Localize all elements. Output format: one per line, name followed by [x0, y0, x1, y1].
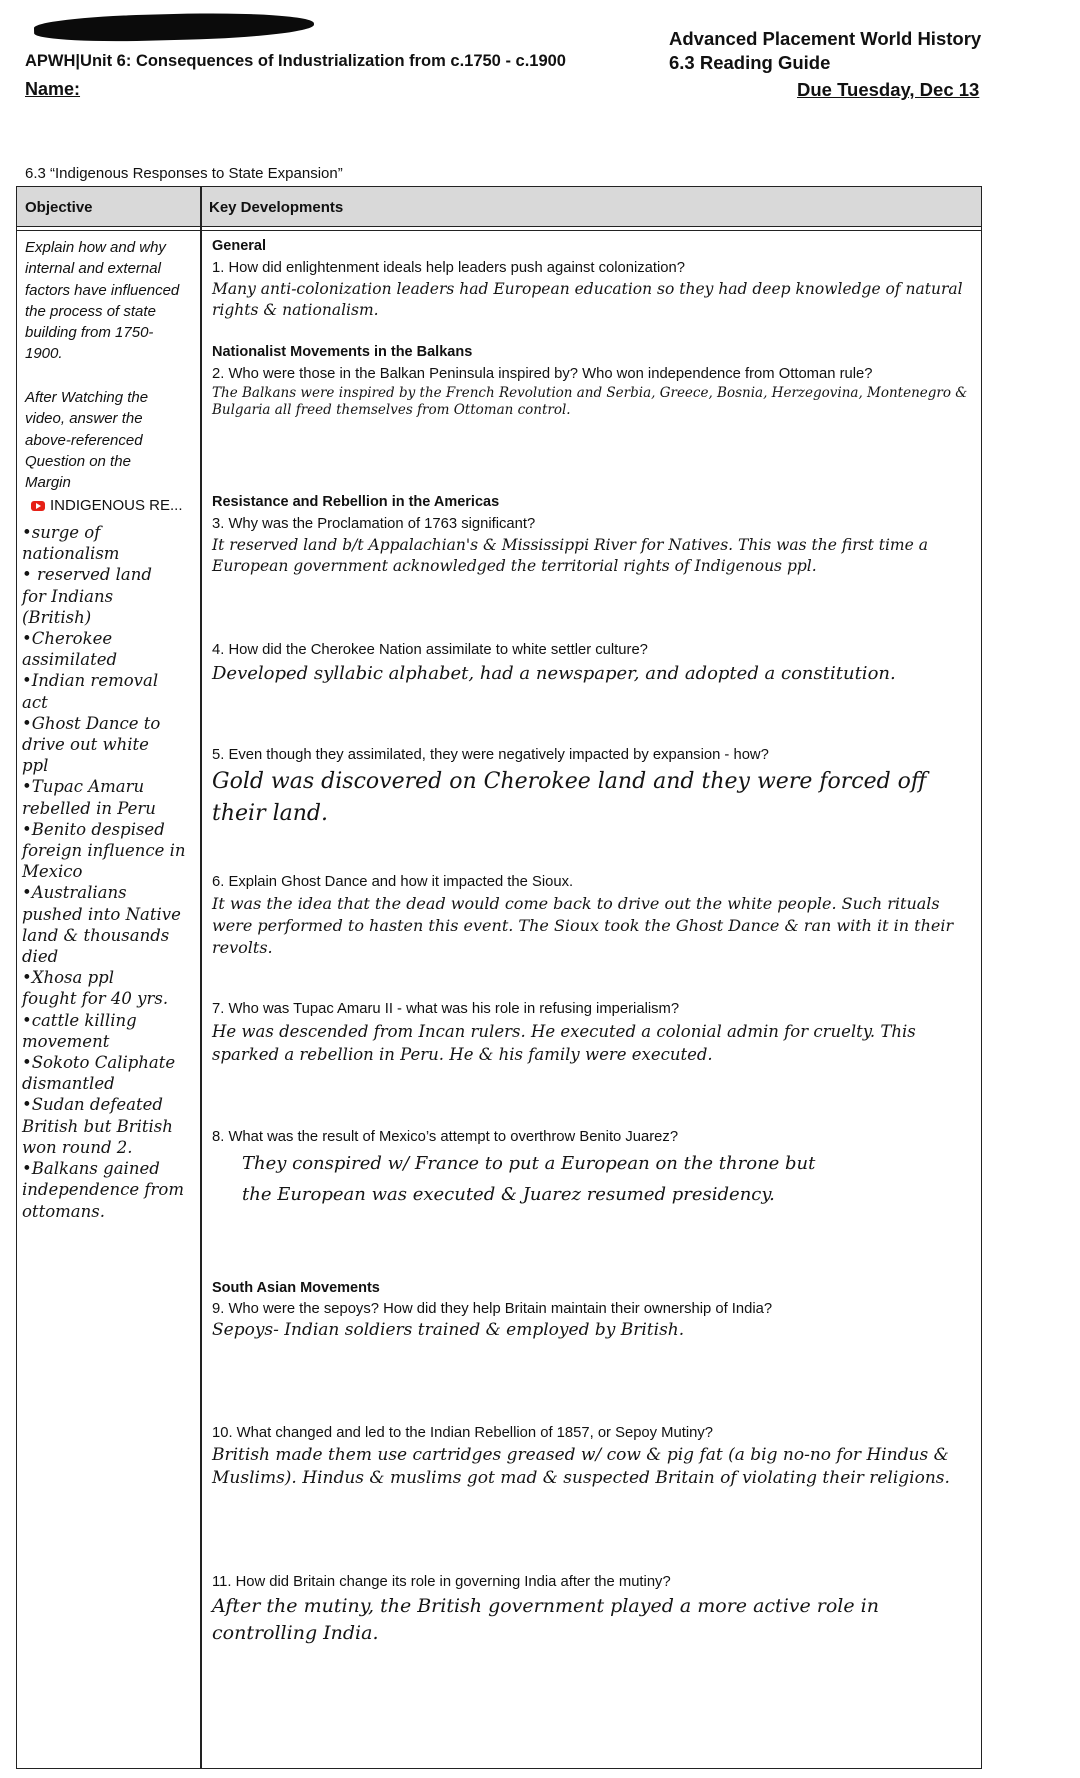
margin-note: •Benito despised foreign influence in Mexico [22, 819, 186, 882]
margin-note: •cattle killing movement [22, 1010, 137, 1051]
question-5 [212, 746, 972, 830]
question-text: 10. What changed and led to the Indian Rebellion of 1857, or Sepoy Mutiny? [212, 1425, 713, 1441]
margin-note: • reserved land for Indians (British) [22, 565, 152, 627]
section-balkans: Nationalist Movements in the Balkans [212, 344, 473, 360]
due-date: Due Tuesday, Dec 13 [797, 79, 980, 100]
video-label: INDIGENOUS RE... [50, 497, 183, 514]
redaction-mark [34, 10, 315, 43]
question-text: 6. Explain Ghost Dance and how it impacted the Sioux. [212, 874, 574, 890]
key-developments-column-header: Key Developments [209, 199, 344, 216]
video-instructions: After Watching the video, answer the above-referenced Question on the Margin [25, 389, 149, 492]
answer-text: They conspired w/ France to put a European on the throne but the European was executed & Juarez resumed presidency. [242, 1153, 816, 1205]
video-link[interactable] [31, 497, 183, 514]
question-6 [212, 873, 972, 959]
objective-text: Explain how and why internal and external factors have influenced the process of state building from 1750-1900. [25, 239, 180, 363]
question-text: 2. Who were those in the Balkan Peninsula inspired by? Who won independence from Ottoman rule? [212, 366, 873, 382]
margin-note: •Ghost Dance to drive out white ppl [22, 713, 161, 776]
margin-note: •Tupac Amaru rebelled in Peru [22, 777, 156, 818]
course-header [669, 27, 981, 75]
answer-text: Sepoys- Indian soldiers trained & employed by British. [212, 1320, 685, 1340]
question-10 [212, 1424, 972, 1490]
question-text: 3. Why was the Proclamation of 1763 significant? [212, 516, 536, 532]
answer-text: He was descended from Incan rulers. He executed a colonial admin for cruelty. This sparked a rebellion in Peru. He & his family were executed. [212, 1022, 916, 1064]
guide-title: 6.3 Reading Guide [669, 52, 831, 73]
question-1 [212, 259, 972, 321]
question-text: 8. What was the result of Mexico’s attempt to overthrow Benito Juarez? [212, 1129, 679, 1145]
margin-note: •Indian removal act [22, 671, 159, 712]
answer-text: Developed syllabic alphabet, had a newspaper, and adopted a constitution. [212, 663, 896, 684]
question-text: 7. Who was Tupac Amaru II - what was his role in refusing imperialism? [212, 1001, 680, 1017]
question-text: 5. Even though they assimilated, they were negatively impacted by expansion - how? [212, 747, 769, 763]
answer-text: It was the idea that the dead would come back to drive out the white people. Such rituals were performed to hasten this event. The Sioux took the Ghost Dance & ran with it in their revolts. [212, 894, 954, 957]
question-8 [212, 1128, 972, 1210]
section-general: General [212, 238, 266, 254]
answer-text: After the mutiny, the British government played a more active role in controlling India. [212, 1595, 879, 1644]
question-4 [212, 641, 972, 687]
answer-text: The Balkans were inspired by the French Revolution and Serbia, Greece, Bosnia, Herzegovina, Montenegro & Bulgaria all freed themselves from Ottoman control. [212, 385, 968, 418]
question-text: 4. How did the Cherokee Nation assimilate to white settler culture? [212, 642, 648, 658]
question-text: 1. How did enlightenment ideals help leaders push against colonization? [212, 260, 685, 276]
header-divider [17, 230, 981, 231]
unit-title: APWH|Unit 6: Consequences of Industrialization from c.1750 - c.1900 [25, 52, 566, 70]
section-americas: Resistance and Rebellion in the Americas [212, 494, 500, 510]
question-7 [212, 1000, 972, 1066]
answer-text: Many anti-colonization leaders had European education so they had deep knowledge of natural rights & nationalism. [212, 280, 963, 319]
question-11 [212, 1573, 972, 1647]
youtube-icon [31, 501, 45, 511]
margin-note: •Balkans gained independence from ottomans. [22, 1159, 184, 1221]
margin-note: •Australians pushed into Native land & thousands died [22, 883, 181, 967]
question-9 [212, 1300, 972, 1341]
answer-text: It reserved land b/t Appalachian's & Mississippi River for Natives. This was the first time a European government acknowledged the territorial rights of Indigenous ppl. [212, 536, 928, 575]
margin-notes [22, 522, 202, 1222]
section-title: 6.3 “Indigenous Responses to State Expansion” [25, 165, 343, 182]
objective-column-header: Objective [25, 199, 93, 216]
question-text: 11. How did Britain change its role in governing India after the mutiny? [212, 1574, 671, 1590]
margin-note: •Sokoto Caliphate dismantled [22, 1053, 176, 1094]
margin-note: •Cherokee assimilated [22, 629, 118, 670]
name-label: Name: [25, 79, 81, 99]
margin-note: •Sudan defeated British but British won round 2. [22, 1095, 173, 1157]
margin-note: •Xhosa ppl fought for 40 yrs. [22, 968, 169, 1009]
answer-text: Gold was discovered on Cherokee land and they were forced off their land. [212, 769, 927, 826]
table-header [17, 187, 981, 227]
answer-text: British made them use cartridges greased w/ cow & pig fat (a big no-no for Hindus & Muslims). Hindus & muslims got mad & suspected Britain of violating their religions. [212, 1445, 950, 1488]
question-text: 9. Who were the sepoys? How did they help Britain maintain their ownership of India? [212, 1301, 773, 1317]
section-south-asia: South Asian Movements [212, 1280, 380, 1296]
margin-note: •surge of nationalism [22, 523, 120, 564]
question-2 [212, 365, 972, 419]
question-3 [212, 515, 972, 577]
course-title: Advanced Placement World History [669, 28, 982, 49]
